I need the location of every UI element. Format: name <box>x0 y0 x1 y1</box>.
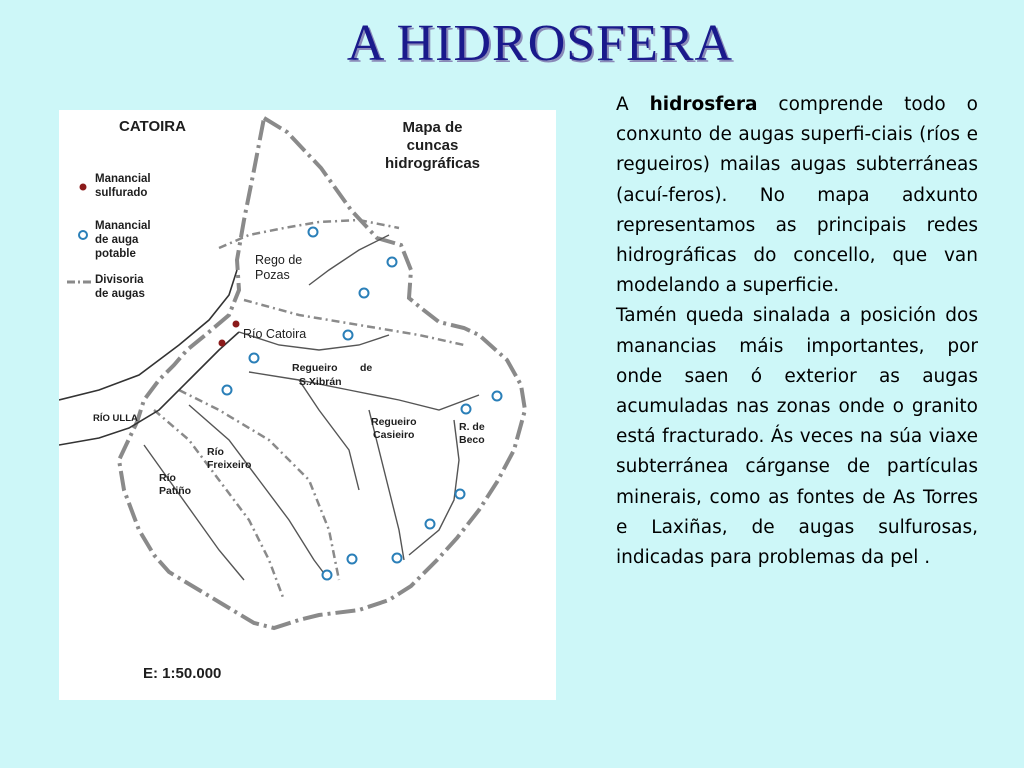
label-regueiro-casieiro <box>371 416 417 441</box>
label-line: Beco <box>459 433 485 446</box>
label-rio-catoira: Río Catoira <box>243 327 307 341</box>
potable-spring-marker <box>223 386 232 395</box>
potable-spring-marker <box>493 392 502 401</box>
label-rio-ulla: RÍO ULLA <box>93 413 138 424</box>
map-scale: E: 1:50.000 <box>143 665 222 682</box>
label-line: Rego de <box>255 253 303 267</box>
label-rego-pozas <box>255 253 302 283</box>
legend-potable-icon <box>79 231 87 239</box>
legend-line: Divisoria <box>95 274 144 286</box>
ulla-bank-south <box>59 332 239 445</box>
legend-line: de auga <box>95 233 139 246</box>
sulfurous-spring-marker <box>219 340 226 347</box>
description-text <box>616 90 978 573</box>
label-regueiro-xibran-de: de <box>360 362 373 374</box>
legend-sulfurous-label <box>95 173 151 201</box>
potable-spring-marker <box>344 331 353 340</box>
label-line: Casieiro <box>373 428 415 441</box>
paragraph-body: comprende todo o conxunto de augas superfi-ciais (ríos e regueiros) mailas augas subterráneas (acuí-feros). No mapa adxunto representamos as principais redes hidrográficas do concello, que van modelando a superficie. <box>616 94 979 297</box>
municipality-name: CATOIRA <box>119 118 186 135</box>
map-title-line: hidrográficas <box>385 155 481 172</box>
divide-south <box>179 390 339 580</box>
label-line: Pozas <box>255 268 290 282</box>
label-line: Freixeiro <box>207 458 252 471</box>
term-hidrosfera: hidrosfera <box>649 94 758 115</box>
potable-spring-marker <box>388 258 397 267</box>
label-line: Río <box>159 472 176 484</box>
paragraph-lead: A <box>616 94 650 115</box>
watershed-map <box>59 110 556 700</box>
paragraph-2: Tamén queda sinalada a posición dos manancias máis importantes, por onde saen ó exterior as augas acumuladas nas zonas onde o granito está fracturado. Ás veces na súa viaxe subterránea cárganse de partículas minerais, como as fontes de As Torres e Laxiñas, de augas sulfurosas, indicadas para problemas da pel . <box>616 305 978 569</box>
label-regueiro-xibran: Regueiro <box>292 362 338 374</box>
potable-spring-marker <box>250 354 259 363</box>
potable-spring-marker <box>426 520 435 529</box>
river-freixeiro <box>189 405 329 580</box>
legend-divide-label <box>95 274 145 302</box>
map-title <box>385 119 480 173</box>
potable-spring-marker <box>348 555 357 564</box>
potable-spring-marker <box>456 490 465 499</box>
label-line: Regueiro <box>371 416 417 428</box>
label-line: R. de <box>459 421 485 433</box>
label-r-beco <box>459 421 485 446</box>
ulla-bank-north <box>59 270 237 400</box>
label-regueiro-xibran-name: S.Xibrán <box>299 376 342 388</box>
legend-potable-label <box>95 220 151 261</box>
divide-west <box>154 410 284 600</box>
potable-spring-marker <box>462 405 471 414</box>
legend-line: Manancial <box>95 220 151 232</box>
sulfurous-spring-marker <box>233 321 240 328</box>
label-rio-freixeiro <box>207 446 251 471</box>
legend-line: Manancial <box>95 173 151 185</box>
label-line: Patiño <box>159 484 192 497</box>
page-title: A HIDROSFERA <box>346 15 734 72</box>
label-line: Río <box>207 446 224 458</box>
river-xibran-branch <box>299 380 359 490</box>
map-title-line: Mapa de <box>402 119 463 136</box>
map-title-line: cuncas <box>406 137 459 154</box>
legend-line: potable <box>95 247 136 260</box>
legend-sulfurous-icon <box>80 184 87 191</box>
legend-line: sulfurado <box>95 186 148 199</box>
potable-spring-marker <box>393 554 402 563</box>
potable-spring-marker <box>323 571 332 580</box>
label-rio-patino <box>159 472 191 497</box>
potable-spring-marker <box>360 289 369 298</box>
river-xibran <box>249 372 479 410</box>
paragraph-1 <box>616 90 978 301</box>
river-rego-pozas <box>309 235 389 285</box>
legend-line: de augas <box>95 287 145 300</box>
potable-spring-marker <box>309 228 318 237</box>
